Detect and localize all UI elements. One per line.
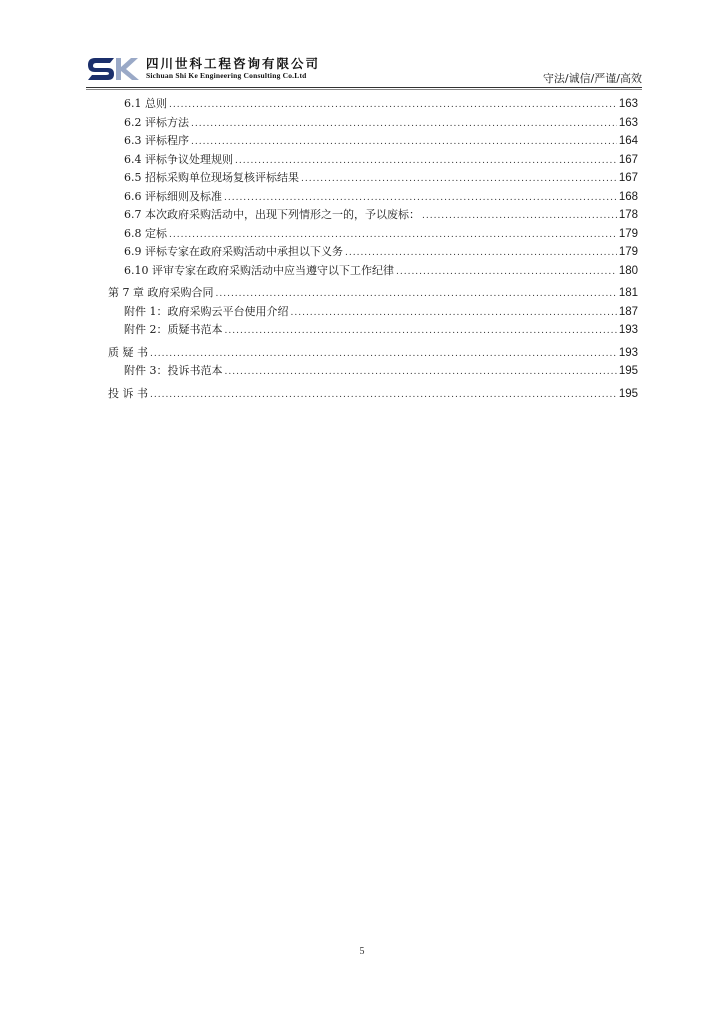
toc-leader-dots [191,115,617,134]
toc-entry[interactable] [108,206,638,225]
table-of-contents [108,95,638,403]
toc-entry-page: 179 [618,246,638,258]
page-header [86,54,642,88]
toc-chapter-entry[interactable] [108,385,638,404]
toc-entry[interactable] [108,95,638,114]
toc-entry-title: 第 7 章 政府采购合同 [108,286,214,299]
toc-entry[interactable] [108,169,638,188]
toc-entry-page: 167 [618,172,638,184]
company-name-cn: 四川世科工程咨询有限公司 [146,56,321,71]
toc-entry-title: 质 疑 书 [108,345,148,359]
toc-entry[interactable] [108,243,638,262]
toc-leader-dots [396,263,617,282]
toc-entry-page: 180 [618,264,638,277]
toc-leader-dots [235,152,617,171]
company-motto: 守法/诚信/严谨/高效 [542,72,642,85]
toc-entry[interactable] [108,262,638,281]
toc-entry-page: 178 [618,209,638,221]
header-divider [86,87,642,88]
toc-entry-title: 6.2 评标方法 [124,115,189,129]
toc-entry-title: 6.4 评标争议处理规则 [124,152,233,166]
toc-entry-page: 195 [618,365,638,377]
toc-entry-title: 6.10 评审专家在政府采购活动中应当遵守以下工作纪律 [124,263,394,277]
toc-leader-dots [191,133,617,152]
toc-leader-dots [216,285,617,304]
toc-entry-title: 附件 1：政府采购云平台使用介绍 [124,304,289,318]
company-name-en: Sichuan Shi Ke Engineering Consulting Co.Ltd [146,71,307,80]
toc-entry-page: 193 [618,346,638,359]
toc-leader-dots [224,189,617,208]
toc-entry-page: 179 [618,227,638,240]
toc-entry-title: 6.1 总则 [124,97,167,110]
toc-chapter-entry[interactable] [108,284,638,303]
toc-entry-page: 163 [618,98,638,110]
toc-leader-dots [150,345,617,364]
toc-entry-page: 181 [618,287,638,299]
toc-leader-dots [345,244,617,263]
toc-entry[interactable] [108,362,638,381]
toc-entry[interactable] [108,114,638,133]
toc-leader-dots [422,207,617,226]
toc-entry-title: 6.5 招标采购单位现场复核评标结果 [124,171,299,184]
toc-entry[interactable] [108,188,638,207]
toc-entry-title: 投 诉 书 [108,386,148,400]
toc-leader-dots [150,386,617,405]
page-number: 5 [359,946,365,957]
company-name-block [146,57,320,80]
company-logo-icon [86,54,142,84]
toc-entry-page: 167 [618,153,638,166]
toc-leader-dots [225,363,617,382]
toc-entry-page: 187 [618,305,638,318]
toc-leader-dots [169,226,617,245]
toc-entry[interactable] [108,132,638,151]
toc-entry-title: 6.6 评标细则及标准 [124,189,222,203]
toc-leader-dots [291,304,617,323]
toc-entry-page: 168 [618,190,638,203]
toc-leader-dots [301,170,617,189]
toc-entry-title: 附件 3：投诉书范本 [124,364,223,377]
toc-entry-title: 6.8 定标 [124,226,167,240]
toc-leader-dots [169,96,617,115]
toc-entry[interactable] [108,225,638,244]
toc-entry-title: 附件 2：质疑书范本 [124,323,223,336]
toc-entry-page: 195 [618,387,638,400]
toc-entry[interactable] [108,303,638,322]
toc-entry-title: 6.3 评标程序 [124,134,189,147]
toc-entry-page: 164 [618,135,638,147]
toc-entry-page: 193 [618,324,638,336]
toc-entry[interactable] [108,151,638,170]
toc-entry-title: 6.9 评标专家在政府采购活动中承担以下义务 [124,245,343,258]
toc-entry[interactable] [108,321,638,340]
toc-leader-dots [225,322,617,341]
toc-entry-page: 163 [618,116,638,129]
toc-entry-title: 6.7 本次政府采购活动中，出现下列情形之一的，予以废标： [124,208,420,221]
toc-chapter-entry[interactable] [108,344,638,363]
header-divider-thin [86,89,642,90]
